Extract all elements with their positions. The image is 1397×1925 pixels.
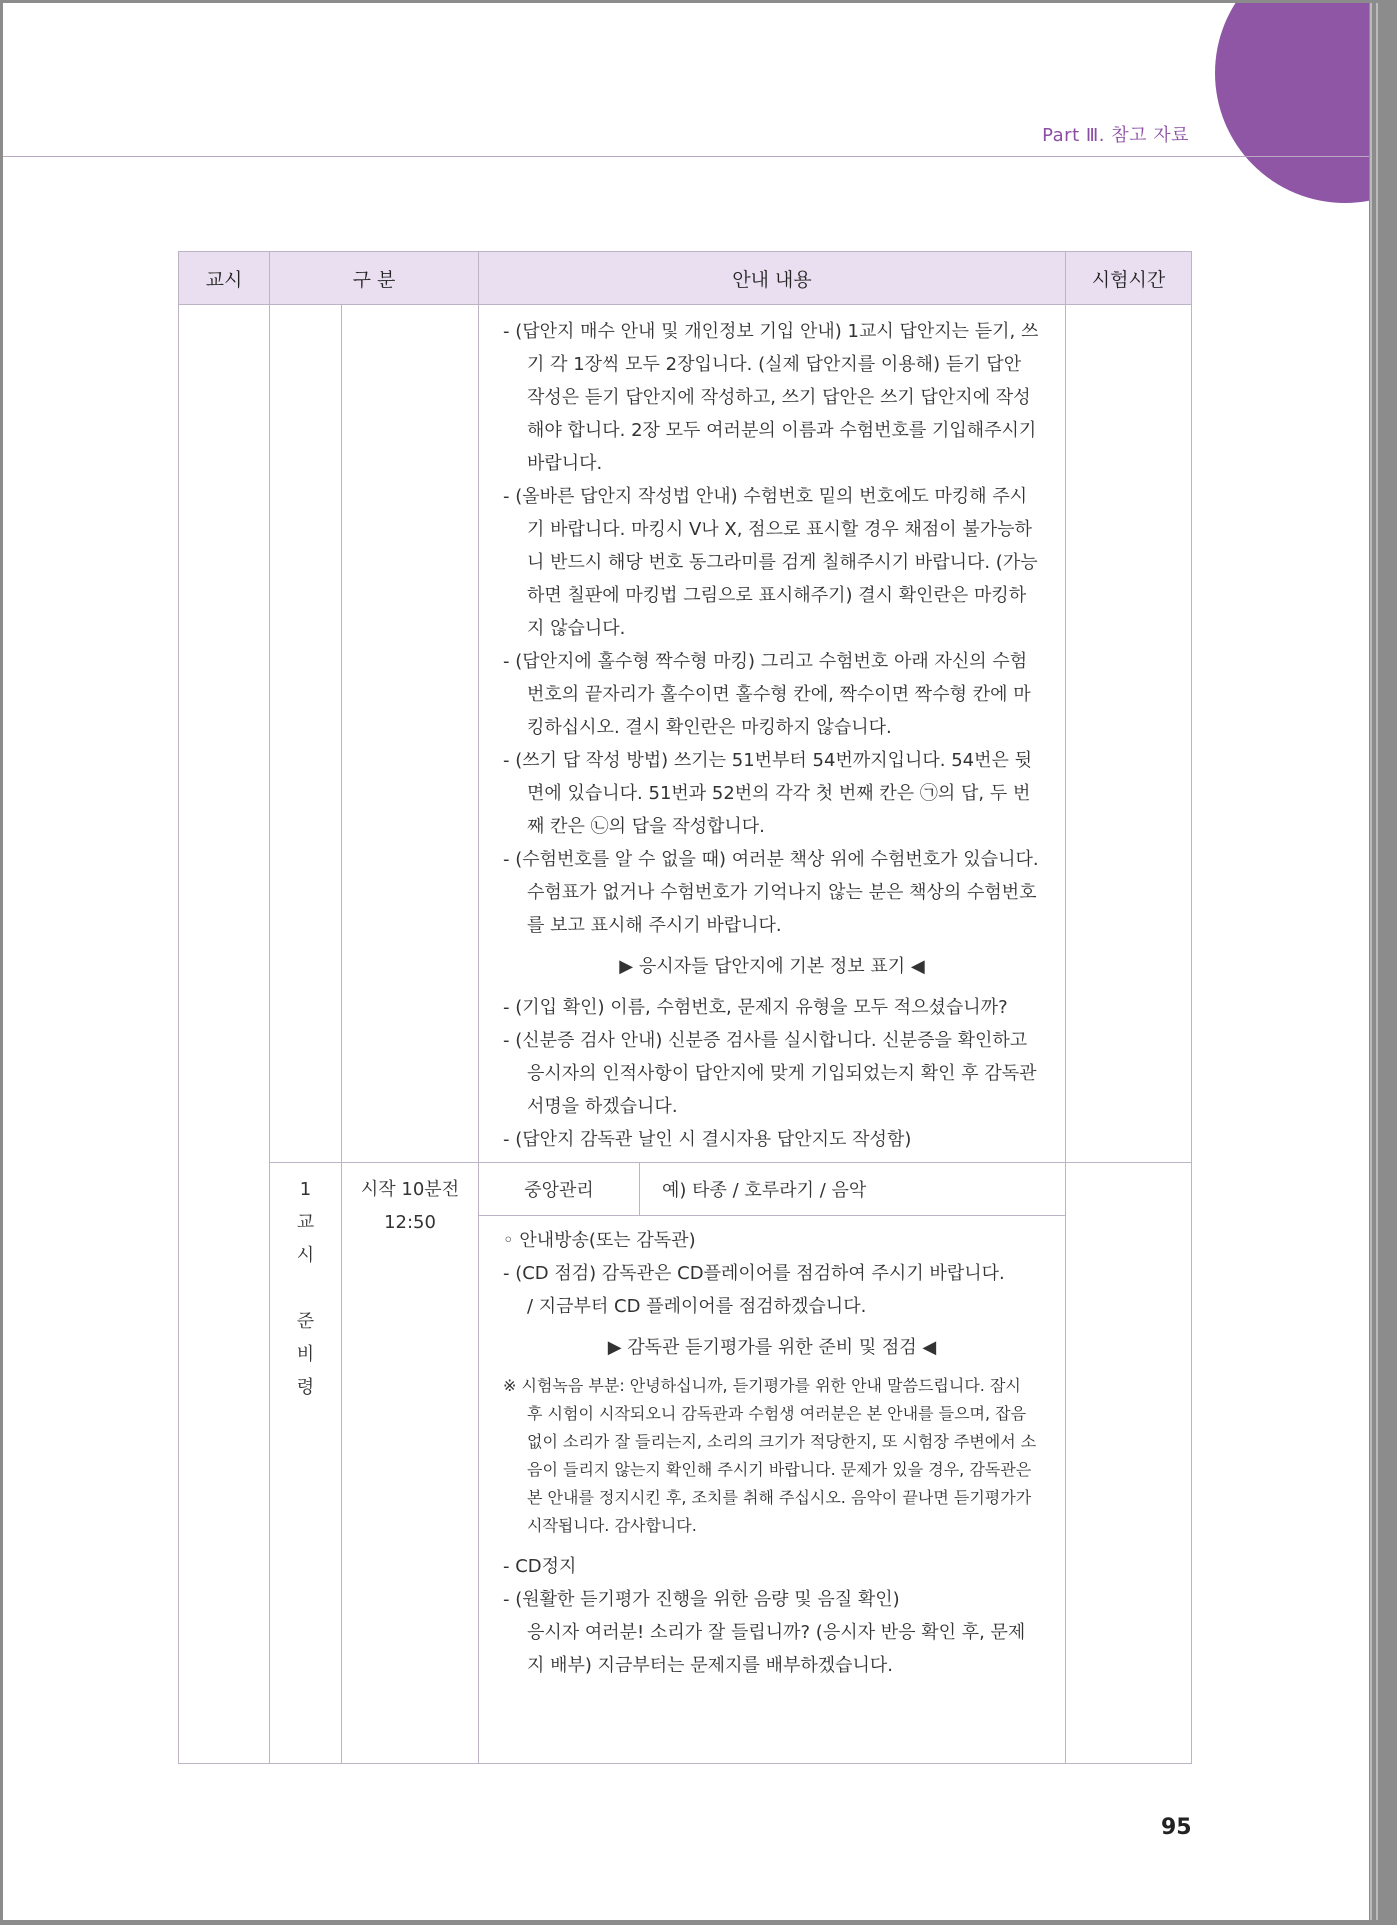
central-management-value: 예) 타종 / 호루라기 / 음악 bbox=[662, 1180, 867, 1201]
list-item: - (수험번호를 알 수 없을 때) 여러분 책상 위에 수험번호가 있습니다. 수험표가 없거나 수험번호가 기억나지 않는 분은 책상의 수험번호를 보고 표시해 주시기 바랍니다. bbox=[503, 849, 1039, 936]
list-item: - (답안지 감독관 날인 시 결시자용 답안지도 작성함) bbox=[503, 1129, 912, 1150]
center-note: ▶ 감독관 듣기평가를 위한 준비 및 점검 ◀ bbox=[607, 1337, 937, 1358]
period-cell bbox=[179, 305, 270, 1764]
broadcast-label: ◦ 안내방송(또는 감독관) bbox=[503, 1230, 696, 1251]
list-item: - (원활한 듣기평가 진행을 위한 음량 및 음질 확인) bbox=[503, 1589, 900, 1610]
empty-cell bbox=[342, 305, 479, 1163]
list-item: - (올바른 답안지 작성법 안내) 수험번호 밑의 번호에도 마킹해 주시기 바랍니다. 마킹시 V나 X, 점으로 표시할 경우 채점이 불가능하니 반드시 해당 번호 동그라미를 검게 칠해주시기 바랍니다. (가능하면 칠판에 마킹법 그림으로 표시해주기) 결시 확인란은 마킹하지 않습니다. bbox=[503, 486, 1038, 639]
document-page bbox=[3, 3, 1369, 1920]
list-item-continuation: / 지금부터 CD 플레이어를 점검하겠습니다. bbox=[527, 1296, 867, 1317]
header-title: Part Ⅲ. 참고 자료 bbox=[1042, 125, 1189, 146]
time-value: 12:50 bbox=[384, 1212, 436, 1233]
page-edge bbox=[1376, 3, 1378, 1920]
content-cell bbox=[479, 305, 1066, 1163]
header-time: 시험시간 bbox=[1066, 252, 1192, 305]
schedule-cell bbox=[342, 1163, 479, 1764]
page-number: 95 bbox=[1161, 1815, 1192, 1840]
list-item: - (신분증 검사 안내) 신분증 검사를 실시합니다. 신분증을 확인하고 응시자의 인적사항이 답안지에 맞게 기입되었는지 확인 후 감독관 서명을 하겠습니다. bbox=[503, 1030, 1037, 1117]
time-cell bbox=[1066, 305, 1192, 1163]
header-divider bbox=[3, 156, 1369, 157]
header-period: 교시 bbox=[179, 252, 270, 305]
list-item: - (CD 점검) 감독관은 CD플레이어를 점검하여 주시기 바랍니다. bbox=[503, 1263, 1005, 1284]
time-label: 시작 10분전 bbox=[360, 1179, 460, 1200]
table-row bbox=[179, 305, 1192, 1163]
list-item: - (답안지 매수 안내 및 개인정보 기입 안내) 1교시 답안지는 듣기, 쓰기 각 1장씩 모두 2장입니다. (실제 답안지를 이용해) 듣기 답안 작성은 듣기 답안지에 작성하고, 쓰기 답안은 쓰기 답안지에 작성해야 합니다. 2장 모두 여러분의 이름과 수험번호를 기입해주시기 바랍니다. bbox=[503, 321, 1039, 474]
list-item: - (답안지에 홀수형 짝수형 마킹) 그리고 수험번호 아래 자신의 수험번호의 끝자리가 홀수이면 홀수형 칸에, 짝수이면 짝수형 칸에 마킹하십시오. 결시 확인란은 마킹하지 않습니다. bbox=[503, 651, 1031, 738]
table-header-row bbox=[179, 252, 1192, 305]
page-edge bbox=[1370, 3, 1372, 1920]
recording-note: ※ 시험녹음 부분: 안녕하십니까, 듣기평가를 위한 안내 말씀드립니다. 잠시 후 시험이 시작되오니 감독관과 수험생 여러분은 본 안내를 들으며, 잡음 없이 소리가 잘 들리는지, 소리의 크기가 적당한지, 또 시험장 주변에서 소음이 들리지 않는지 확인해 주시기 바랍니다. 문제가 있을 경우, 감독관은 본 안내를 정지시킨 후, 조치를 취해 주십시오. 음악이 끝나면 듣기평가가 시작됩니다. 감사합니다. bbox=[503, 1376, 1037, 1535]
list-item: - (쓰기 답 작성 방법) 쓰기는 51번부터 54번까지입니다. 54번은 뒷면에 있습니다. 51번과 52번의 각각 첫 번째 칸은 ㉠의 답, 두 번째 칸은 ㉡의 답을 작성합니다. bbox=[503, 750, 1033, 837]
header-category: 구 분 bbox=[270, 252, 479, 305]
central-management-label: 중앙관리 bbox=[479, 1163, 640, 1215]
time-cell bbox=[1066, 1163, 1192, 1764]
table-row bbox=[179, 1163, 1192, 1764]
header-content: 안내 내용 bbox=[479, 252, 1066, 305]
exam-guide-table bbox=[178, 251, 1192, 1764]
period-vertical-label: 1 교 시 준 비 령 bbox=[296, 1179, 315, 1398]
list-item: - (기입 확인) 이름, 수험번호, 문제지 유형을 모두 적으셨습니까? bbox=[503, 997, 1008, 1018]
period-label-cell bbox=[270, 1163, 342, 1764]
content-cell bbox=[479, 1163, 1066, 1764]
list-item-continuation: 응시자 여러분! 소리가 잘 들립니까? (응시자 반응 확인 후, 문제지 배부) 지금부터는 문제지를 배부하겠습니다. bbox=[527, 1622, 1026, 1676]
central-management-row bbox=[479, 1163, 1065, 1216]
list-item: - CD정지 bbox=[503, 1556, 577, 1577]
empty-cell bbox=[270, 305, 342, 1163]
center-note: ▶ 응시자들 답안지에 기본 정보 표기 ◀ bbox=[619, 956, 925, 977]
header-decoration bbox=[1215, 3, 1369, 203]
